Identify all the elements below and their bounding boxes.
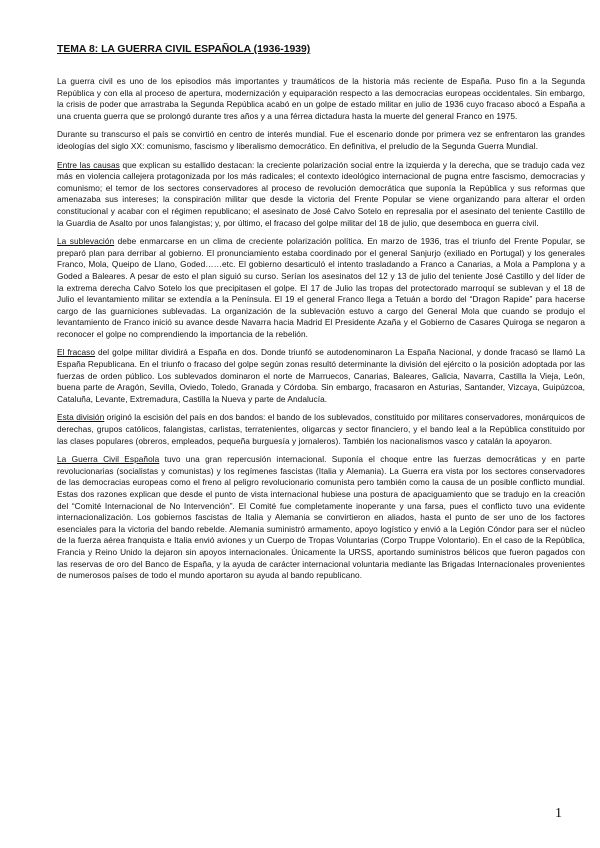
document-body xyxy=(57,44,585,589)
paragraph-text: tuvo una gran repercusión internacional. Suponía el choque entre las fuerzas democráticas y en parte revolucionarias (socialistas y comunistas) y los regímenes fascistas (Italia y Alemania). La Guerra era vista por los sectores conservadores de las democracias europeas como el freno al peligro revolucionario comunista pero también como la causa de un posible conflicto mundial. Estas dos razones explican que desde el punto de vista internacional hubiese una postura de apaciguamiento que se tradujo en la creación del “Comité Internacional de No Intervención”. El Comité fue completamente inoperante y una farsa, pues el conflicto tuvo una evidente internacionalización. Los gobiernos fascistas de Italia y Alemania se convirtieron en aliados, hasta el punto de ser uno de los factores esenciales para la victoria del bando rebelde. Alemania suministró armamento, apoyo logístico y envió a la Legión Cóndor para ser el núcleo de la fuerza aérea franquista e Italia envió aviones y un Cuerpo de Tropas Voluntarias (Corpo Truppe Volontario). En el caso de la República, Francia y Reino Unido la dejaron sin apoyos internacionales. Únicamente la URSS, aportando suministros bélicos que fueron pagados con las reservas de oro del Banco de España, y la ayuda de carácter internacional voluntaria mediante las Brigadas Internacionales provenientes de numerosos países de todo el mundo aportaron su ayuda al bando republicano. xyxy=(57,454,585,581)
paragraph-international xyxy=(57,454,585,582)
paragraph-failure xyxy=(57,347,585,405)
paragraph-lead: El fracaso xyxy=(57,347,96,358)
paragraph-context xyxy=(57,129,585,152)
paragraph-division xyxy=(57,412,585,447)
paragraph-text: La guerra civil es uno de los episodios más importantes y traumáticos de la historia más reciente de España. Puso fin a la Segunda República y con ella al proceso de apertura, modernización y equiparación respecto a las democracias europeas occidentales. Sin embargo, la crisis de poder que arrastraba la Segunda República acabó en un golpe de estado militar en julio de 1936 cuyo fracaso abocó a España a una cruenta guerra que se prolongó durante tres años y a una férrea dictadura hasta la muerte del general Franco en 1975. xyxy=(57,76,585,121)
page-title: TEMA 8: LA GUERRA CIVIL ESPAÑOLA (1936-1939) xyxy=(57,44,311,55)
paragraph-text: debe enmarcarse en un clima de creciente polarización política. En marzo de 1936, tras el triunfo del Frente Popular, se preparó plan para derribar al gobierno. El pronunciamiento estaba coordinado por el general Sanjurjo (exiliado en Portugal) y los generales Franco, Mola, Queipo de Llano, Goded……etc. El gobierno desarticuló el intento trasladando a Franco a Canarias, a Mola a Pamplona y a Goded a Baleares. A pesar de esto el plan siguió su curso. Serían los asesinatos del 12 y 13 de julio del teniente José Castillo y del líder de la extrema derecha Calvo Sotelo los que precipitasen el golpe. El 17 de Julio las tropas del protectorado marroquí se sublevan y el 18 de Julio el levantamiento militar se extendía a la Península. El 19 el general Franco llega a Tetuán a bordo del “Dragon Rapide” para hacerse cargo de las guarniciones sublevadas. La organización de la sublevación estuvo a cargo del General Mola que cuando se produjo el levantamiento de Franco inició su avance desde Navarra hacia Madrid El Presidente Azaña y el Gobierno de Casares Quiroga se negaron a reconocer el golpe no comprendiendo la importancia de la rebelión. xyxy=(57,236,585,339)
page-number: 1 xyxy=(555,806,562,821)
paragraph-lead: Entre las causas xyxy=(57,159,120,170)
paragraph-text: Durante su transcurso el país se convirtió en centro de interés mundial. Fue el escenario donde por primera vez se enfrentaron las grandes ideologías del siglo XX: comunismo, fascismo y liberalismo democrático. En definitiva, el preludio de la Segunda Guerra Mundial. xyxy=(57,129,585,151)
paragraph-uprising xyxy=(57,236,585,340)
paragraph-lead: Esta división xyxy=(57,412,105,423)
paragraph-text: del golpe militar dividirá a España en dos. Donde triunfó se autodenominaron La España Nacional, y donde fracasó se llamó La España Republicana. En el triunfo o fracaso del golpe según zonas resultó determinante la división del ejército o la posición adoptada por las fuerzas de orden público. Los sublevados dominaron el norte de Marruecos, Canarias, Baleares, Galicia, Navarra, Castilla la Vieja, León, buena parte de Aragón, Sevilla, Oviedo, Toledo, Granada y Córdoba. Sin embargo, fracasaron en Asturias, Santander, Vizcaya, Guipúzcoa, Cataluña, Levante, Extremadura, Castilla la Nueva y parte de Andalucía. xyxy=(57,347,586,404)
paragraph-causes xyxy=(57,160,585,230)
paragraph-intro xyxy=(57,76,585,122)
paragraph-lead: La sublevación xyxy=(57,236,115,247)
paragraph-text: que explican su estallido destacan: la creciente polarización social entre la izquierda y la derecha, que se tradujo cada vez más en violencia callejera protagonizada por los más radicales; el contexto ideológico internacional de pugna entre fascismo, democracias y comunismo; el temor de los sectores conservadores al proceso de revolución democrática que suponía la República y sus reformas que amenazaba sus intereses; la conspiración militar que desde la victoria del Frente Popular se viene organizando para alterar el orden constitucional y acabar con el régimen republicano; el asesinato de José Calvo Sotelo en represalia por el asesinato del teniente Castillo de la Guardia de Asalto por unos falangistas; y, por último, el fracaso del golpe militar del 18 de julio, que desemboca en guerra civil. xyxy=(57,159,585,228)
paragraph-text: originó la escisión del país en dos bandos: el bando de los sublevados, constituido por militares conservadores, monárquicos de derechas, grupos católicos, falangistas, carlistas, terratenientes, oligarcas y sector financiero, y el bando leal a la República constituido por las clases populares (obreros, empleados, pequeña burguesía y jornaleros). También los nacionalismos vasco y catalán la apoyaron. xyxy=(57,412,585,446)
paragraph-lead: La Guerra Civil Española xyxy=(57,454,160,465)
